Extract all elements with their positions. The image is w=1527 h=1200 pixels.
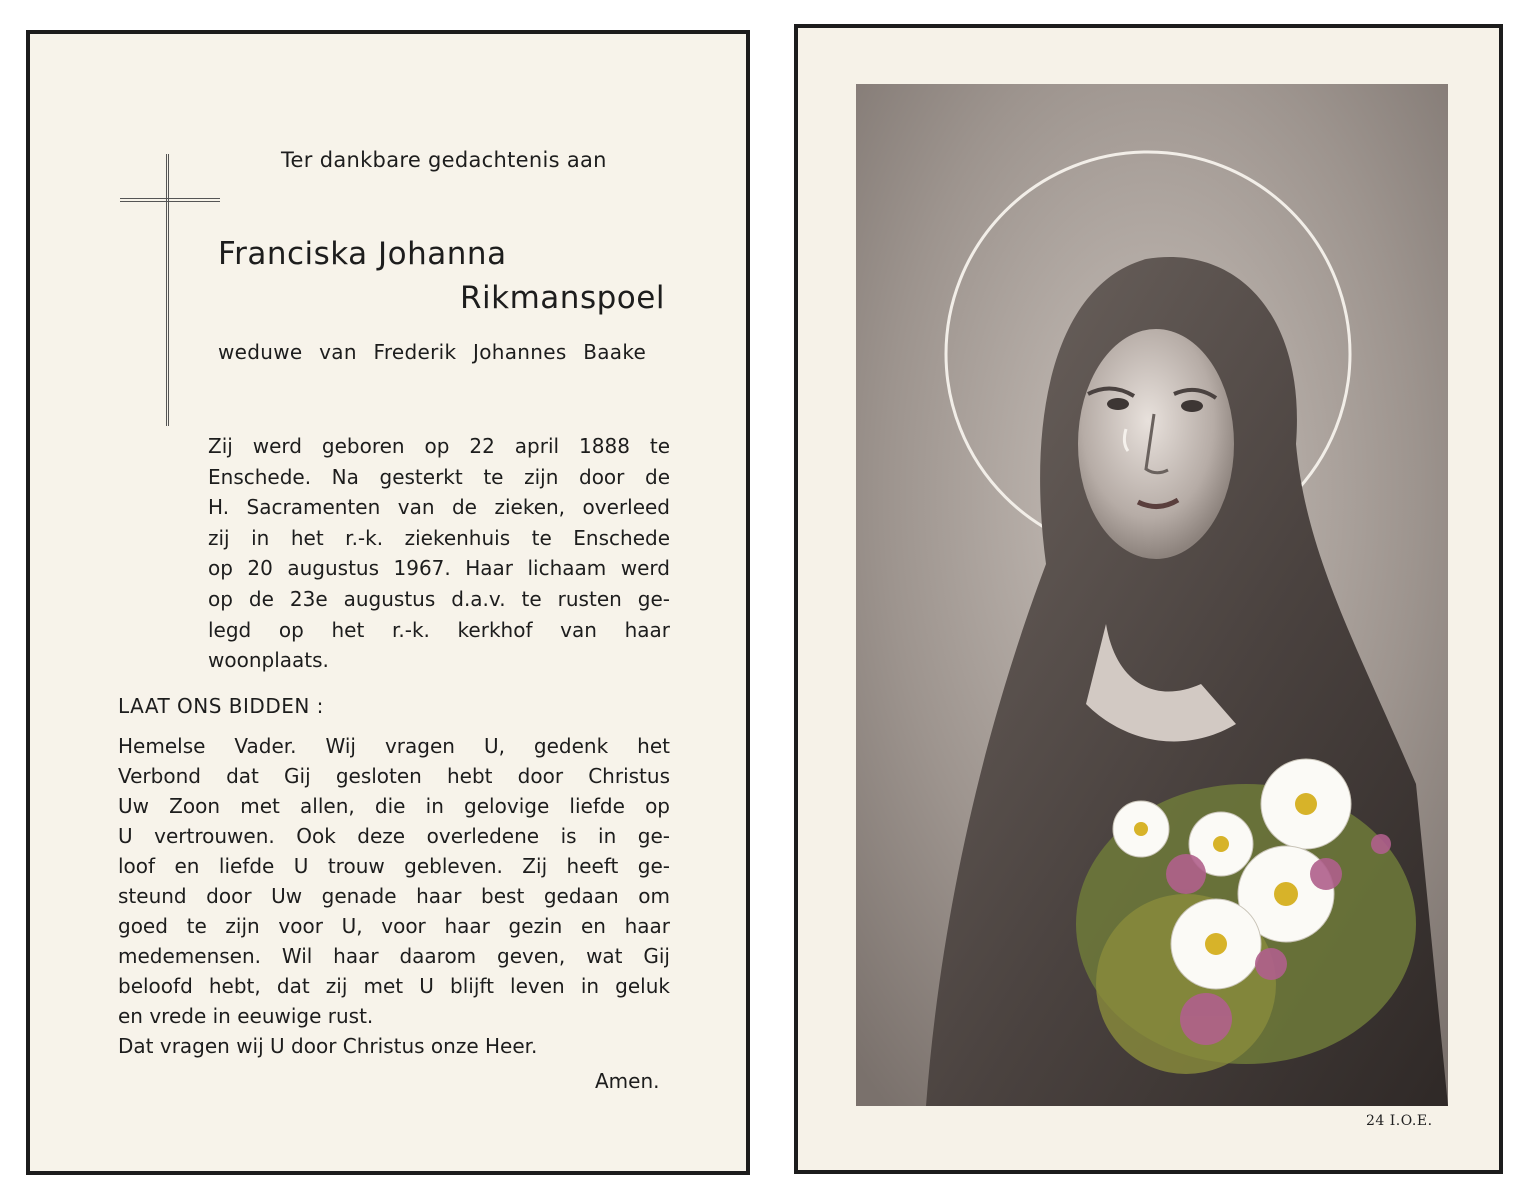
prayer-line: Verbond dat Gij gesloten hebt door Christus	[118, 764, 670, 788]
prayer-line: U vertrouwen. Ook deze overledene is in ge-	[118, 824, 670, 848]
prayer-line: medemensen. Wil haar daarom geven, wat Gij	[118, 944, 670, 968]
prayer-line: goed te zijn voor U, voor haar gezin en haar	[118, 914, 670, 938]
praying-madonna-with-flowers-icon	[856, 84, 1448, 1106]
prayer-line: steund door Uw genade haar best gedaan om	[118, 884, 670, 908]
widow-line: weduwe van Frederik Johannes Baake	[218, 340, 647, 364]
prayer-heading: LAAT ONS BIDDEN :	[118, 694, 324, 718]
cross-bar	[120, 198, 220, 202]
prayer-line: Dat vragen wij U door Christus onze Heer.	[118, 1034, 538, 1058]
bio-line: Zij werd geboren op 22 april 1888 te	[208, 434, 670, 458]
bio-line: woonplaats.	[208, 648, 329, 673]
deceased-name-last: Rikmanspoel	[460, 280, 665, 316]
prayer-line: Hemelse Vader. Wij vragen U, gedenk het	[118, 734, 670, 758]
bio-line: op 20 augustus 1967. Haar lichaam werd	[208, 556, 670, 581]
prayer-line: beloofd hebt, dat zij met U blijft leven in geluk	[118, 974, 670, 998]
prayer-line: en vrede in eeuwige rust.	[118, 1004, 374, 1028]
prayer-paragraph	[118, 731, 670, 1061]
biography-paragraph	[208, 431, 670, 676]
prayer-line: Uw Zoon met allen, die in gelovige liefde op	[118, 794, 670, 818]
amen-text: Amen.	[595, 1069, 660, 1093]
intro-text: Ter dankbare gedachtenis aan	[281, 148, 607, 172]
prayer-line: loof en liefde U trouw gebleven. Zij heeft ge-	[118, 854, 670, 878]
devotional-picture-card	[794, 24, 1503, 1174]
bio-line: legd op het r.-k. kerkhof van haar	[208, 617, 670, 642]
cross-icon	[166, 154, 169, 426]
print-code: 24 I.O.E.	[1366, 1113, 1433, 1129]
bio-line: Enschede. Na gesterkt te zijn door de	[208, 464, 670, 489]
bio-line: zij in het r.-k. ziekenhuis te Enschede	[208, 525, 670, 550]
bio-line: op de 23e augustus d.a.v. te rusten ge-	[208, 586, 670, 611]
bio-line: H. Sacramenten van de zieken, overleed	[208, 495, 670, 520]
deceased-name-first: Franciska Johanna	[218, 236, 507, 272]
memorial-text-card	[26, 30, 750, 1175]
